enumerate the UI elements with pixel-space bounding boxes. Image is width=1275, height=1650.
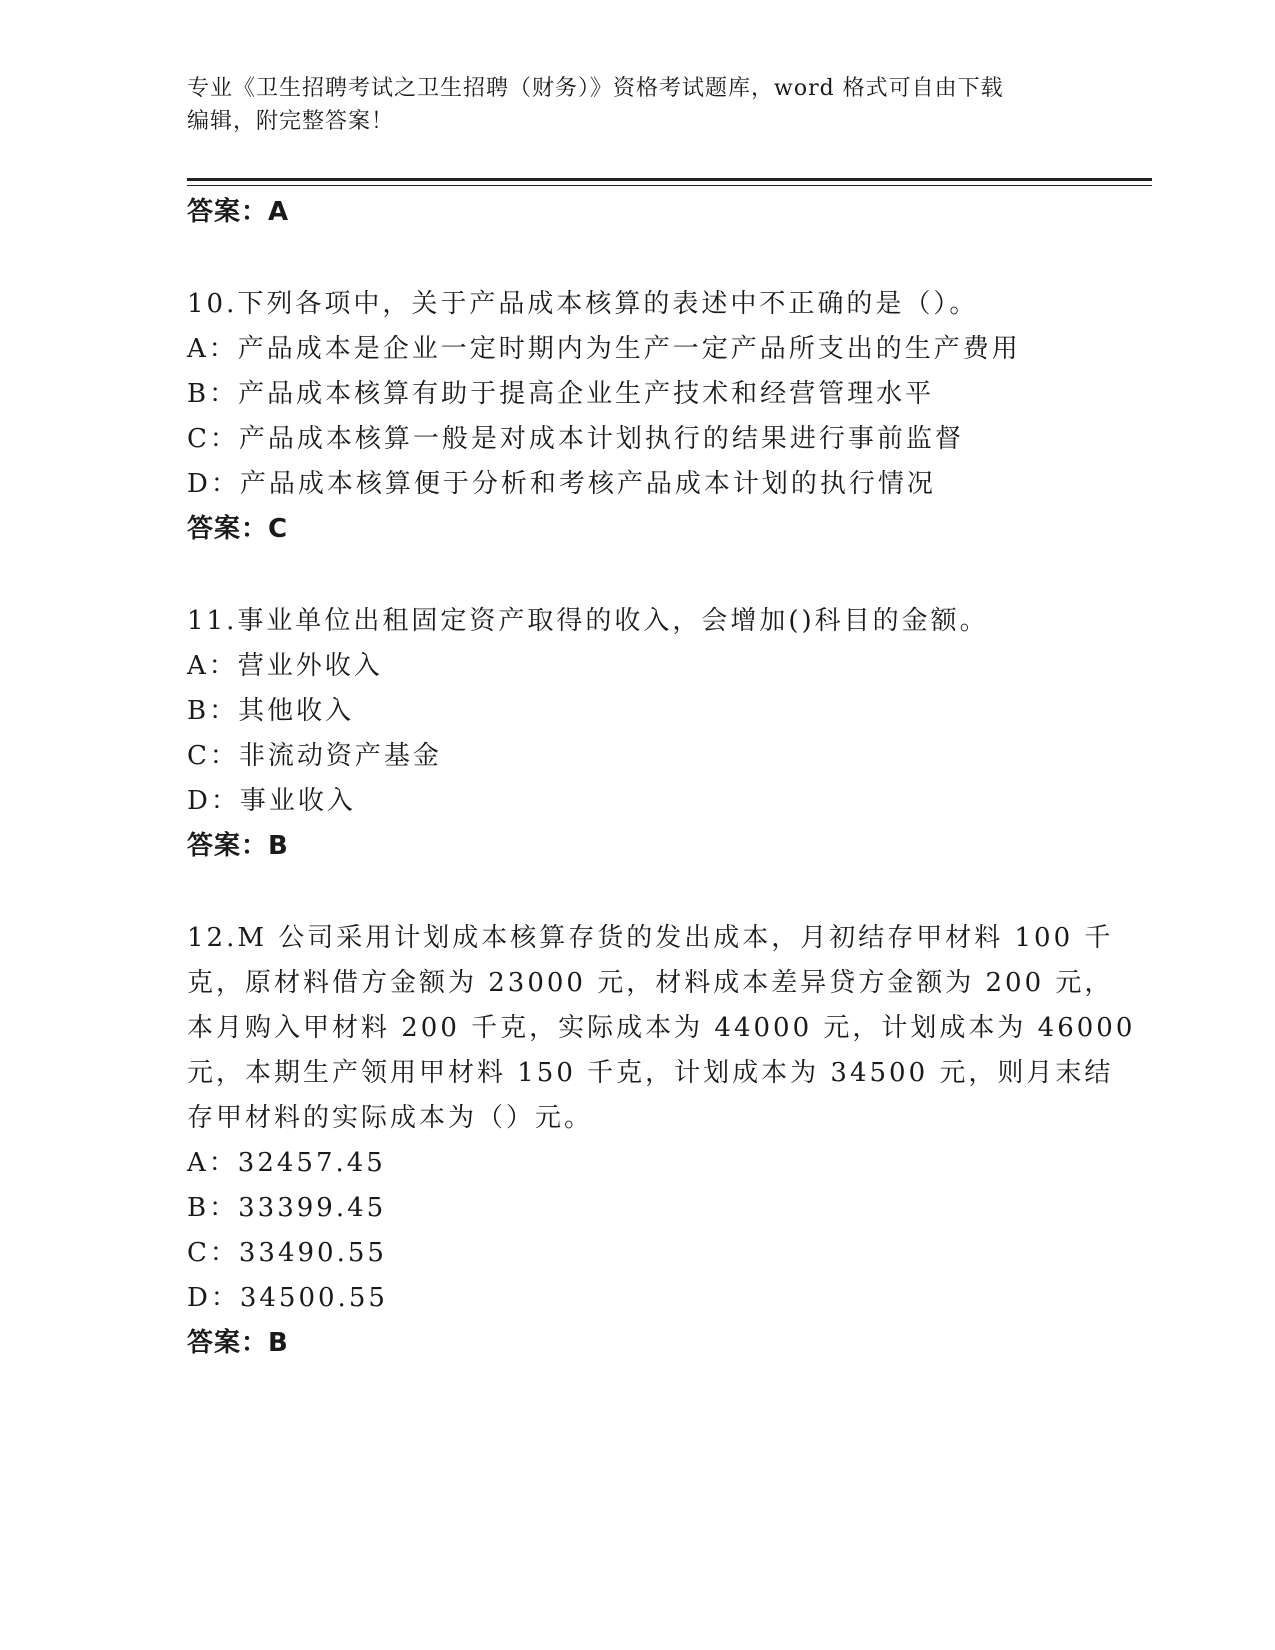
option-d: D：产品成本核算便于分析和考核产品成本计划的执行情况 (187, 469, 936, 499)
option-a: A：32457.45 (187, 1148, 386, 1178)
question-stem-line-1: 12.M 公司采用计划成本核算存货的发出成本，月初结存甲材料 100 千 (187, 923, 1114, 953)
option-b: B：产品成本核算有助于提高企业生产技术和经营管理水平 (187, 379, 935, 409)
option-d: D：事业收入 (187, 786, 356, 816)
question-stem-line-5: 存甲材料的实际成本为（）元。 (187, 1103, 594, 1133)
question-stem-line-4: 元，本期生产领用甲材料 150 千克，计划成本为 34500 元，则月末结 (187, 1058, 1114, 1088)
question-stem-line-3: 本月购入甲材料 200 千克，实际成本为 44000 元，计划成本为 46000 (187, 1013, 1136, 1043)
previous-answer: 答案：A (187, 197, 290, 227)
document-header (187, 72, 1067, 138)
option-c: C：非流动资产基金 (187, 741, 442, 771)
question-11 (187, 599, 1087, 869)
question-stem: 10.下列各项中，关于产品成本核算的表述中不正确的是（）。 (187, 289, 979, 319)
question-12 (187, 916, 1136, 1366)
question-stem: 11.事业单位出租固定资产取得的收入，会增加()科目的金额。 (187, 606, 989, 636)
answer: 答案：C (187, 514, 289, 544)
header-divider-thin (187, 185, 1152, 186)
spacer (187, 235, 1087, 282)
spacer (187, 552, 1087, 599)
option-a: A：营业外收入 (187, 651, 383, 681)
question-list (187, 190, 1136, 1366)
spacer (187, 869, 1087, 916)
option-c: C：产品成本核算一般是对成本计划执行的结果进行事前监督 (187, 424, 964, 454)
option-d: D：34500.55 (187, 1283, 388, 1313)
header-divider-thick (187, 178, 1152, 181)
option-c: C：33490.55 (187, 1238, 387, 1268)
answer: 答案：B (187, 1328, 289, 1358)
answer: 答案：B (187, 831, 289, 861)
header-line-1: 专业《卫生招聘考试之卫生招聘（财务）》资格考试题库，word 格式可自由下载 (187, 76, 1004, 101)
option-a: A：产品成本是企业一定时期内为生产一定产品所支出的生产费用 (187, 334, 1021, 364)
option-b: B：33399.45 (187, 1193, 387, 1223)
option-b: B：其他收入 (187, 696, 355, 726)
question-stem-line-2: 克，原材料借方金额为 23000 元，材料成本差异贷方金额为 200 元， (187, 968, 1114, 998)
header-line-2: 编辑，附完整答案！ (187, 109, 395, 134)
question-10 (187, 282, 1087, 552)
